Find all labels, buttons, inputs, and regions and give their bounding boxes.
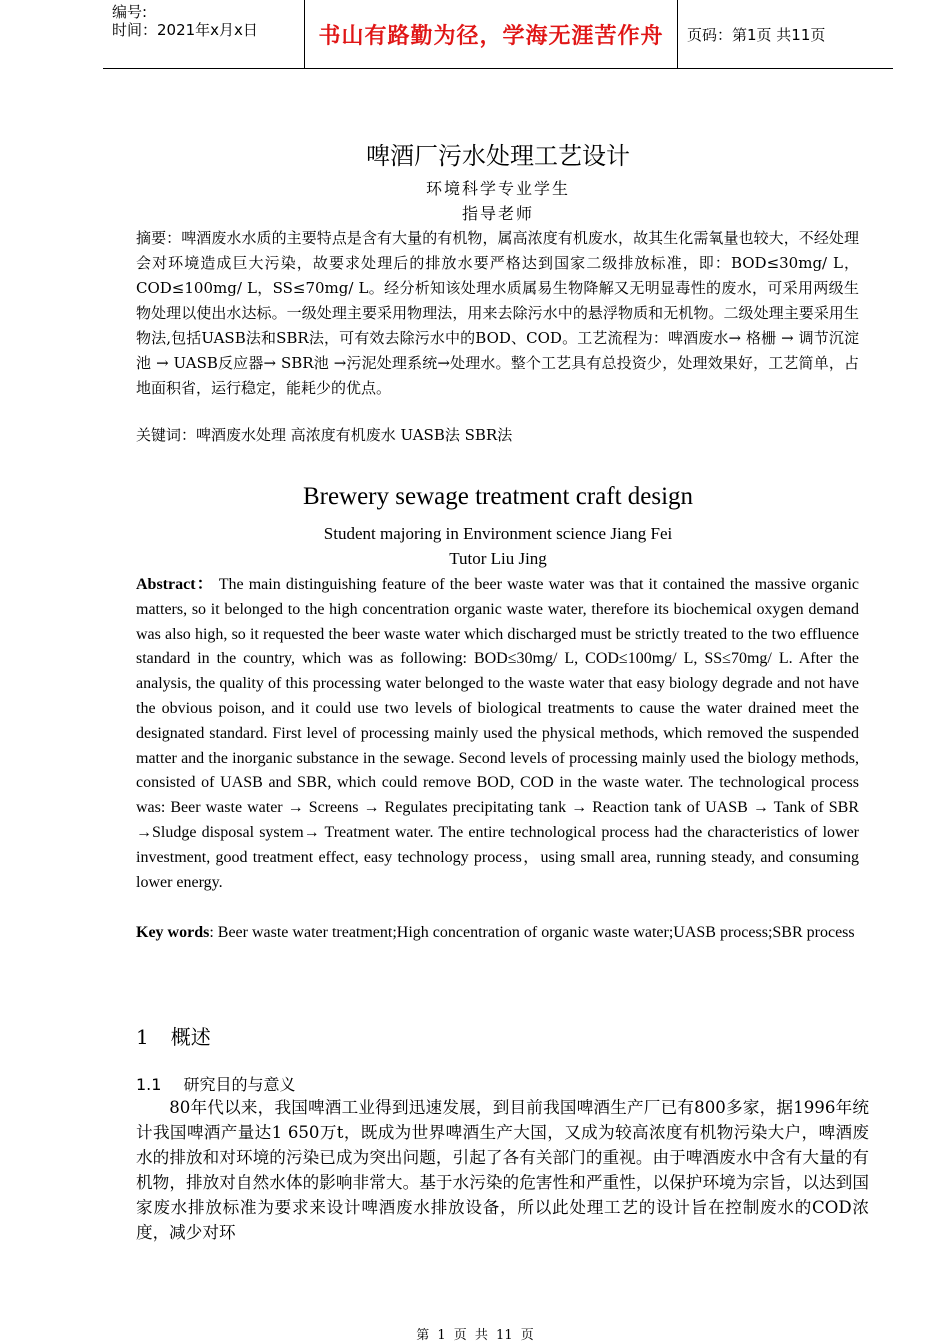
header-page-cell [678,0,893,68]
keywords-en [136,919,859,946]
tutor-en: Tutor Liu Jing [449,549,547,568]
tutor-cn: 指导老师 [461,204,534,223]
title-en: Brewery sewage treatment craft design [302,483,694,510]
number-label: 编号: [112,3,148,21]
keywords-en-text: : Beer waste water treatment;High concentration of organic waste water;UASB process;SBR process [209,924,855,941]
header-left-cell [103,0,304,68]
section-1-1-heading [136,1072,295,1095]
abstract-en [136,573,859,895]
author-en: Student majoring in Environment science Jiang Fei [323,524,673,543]
author-cn: 环境科学专业学生 [425,179,570,198]
abstract-en-label: Abstract： [136,576,214,593]
title-cn: 啤酒厂污水处理工艺设计 [366,142,630,170]
header-motto-cell [304,0,678,68]
abstract-en-text: The main distinguishing feature of the beer waste water was that it contained the massive organic matters, so it belonged to the high concentration organic waste water, therefore its biochemical oxygen demand was also high, so it requested the beer waste water which discharged must be strictly treated to the two effluence standard in the country, which was as following: BOD≤30mg/ L, COD≤100mg/ L, SS≤70mg/ L. After the analysis, the quality of this processing water belonged to the waste water that easy biology degrade and not have the obvious poison, and it could use two levels of biological treatments to cause the water drained meet the designated standard. First level of processing mainly used the physical methods, which removed the suspended matter and the inorganic substance in the sewage. Second levels of processing mainly used the biology methods, consisted of UASB and SBR, which could remove BOD, COD in the waste water. The technological process was: Beer waste water → Screens → Regulates precipitating tank → Reaction tank of UASB → Tank of SBR →Sludge disposal system→ Treatment water. The entire technological process had the characteristics of lower investment, good treatment effect, easy technology process，using small area, running steady, and consuming lower energy. [136,576,859,891]
keywords-en-label: Key words [136,924,210,941]
keywords-cn: 关键词：啤酒废水处理 高浓度有机废水 UASB法 SBR法 [136,426,513,444]
section-1-1-number: 1.1 [136,1075,162,1094]
time-label: 时间：2021年x月x日 [112,21,258,39]
section-1-heading [136,1021,211,1050]
motto-text: 书山有路勤为径，学海无涯苦作舟 [318,23,664,49]
paragraph-1-1: 80年代以来，我国啤酒工业得到迅速发展，到目前我国啤酒生产厂已有800多家，据1996年统计我国啤酒产量达1 650万t，既成为世界啤酒生产大国，又成为较高浓度有机物污染大户，啤酒废水的排放和对环境的污染已成为突出问题，引起了各有关部门的重视。由于啤酒废水中含有大量的有机物，排放对自然水体的影响非常大。基于水污染的危害性和严重性，以保护环境为宗旨，以达到国家废水排放标准为要求来设计啤酒废水排放设备，所以此处理工艺的设计旨在控制废水的COD浓度，减少对环 [136,1098,869,1242]
abstract-cn: 摘要：啤酒废水水质的主要特点是含有大量的有机物，属高浓度有机废水，故其生化需氧量也较大，不经处理会对环境造成巨大污染，故要求处理后的排放水要严格达到国家二级排放标准，即：BOD≤30mg/ L，COD≤100mg/ L，SS≤70mg/ L。经分析知该处理水质属易生物降解又无明显毒性的废水，可采用两级生物处理以使出水达标。一级处理主要采用物理法，用来去除污水中的悬浮物质和无机物。二级处理主要采用生物法,包括UASB法和SBR法，可有效去除污水中的BOD、COD。工艺流程为：啤酒废水→ 格栅 → 调节沉淀池 → UASB反应器→ SBR池 →污泥处理系统→处理水。整个工艺具有总投资少，处理效果好，工艺简单，占地面积省，运行稳定，能耗少的优点。 [136,229,859,397]
section-1-1-title: 研究目的与意义 [183,1075,296,1094]
page-info: 页码：第1页 共11页 [687,25,826,44]
section-1-title: 概述 [170,1025,211,1049]
page-footer: 第 1 页 共 11 页 [416,1328,534,1343]
header-table [103,0,893,69]
section-1-number: 1 [136,1025,149,1049]
